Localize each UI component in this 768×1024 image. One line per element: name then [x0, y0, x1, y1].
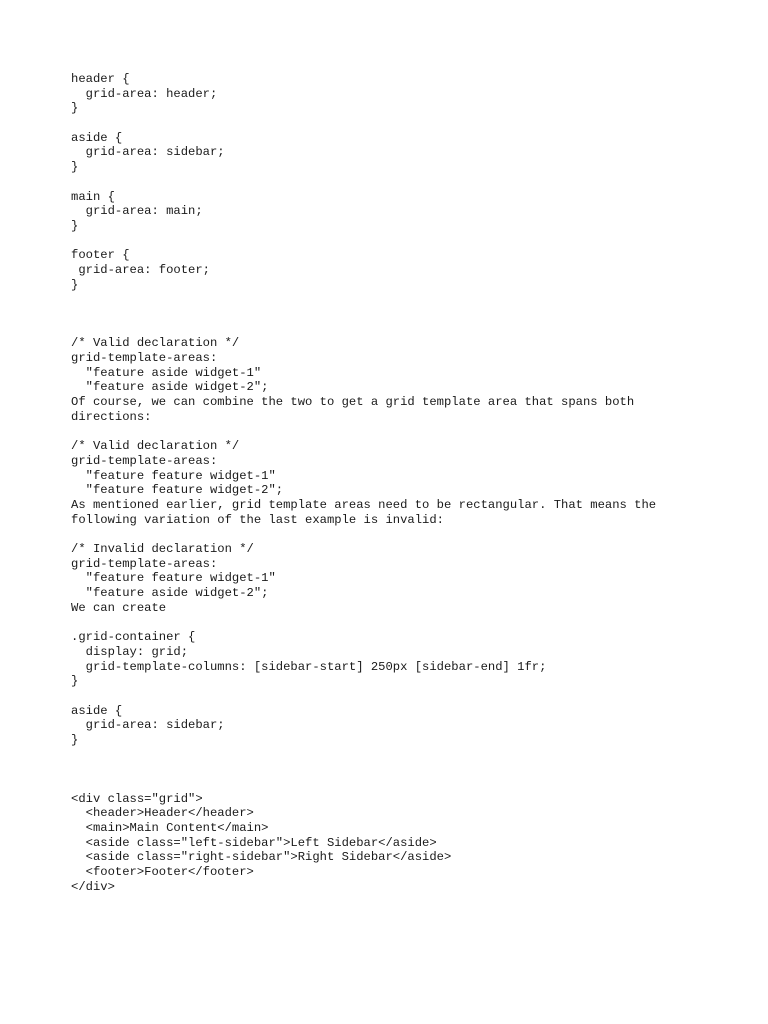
document-line: following variation of the last example is invalid: — [71, 512, 444, 527]
document-line: } — [71, 218, 79, 233]
document-line: /* Valid declaration */ — [71, 439, 240, 454]
document-line: We can create — [71, 600, 167, 615]
document-line: display: grid; — [71, 644, 189, 659]
document-line: "feature aside widget-1" — [71, 365, 262, 380]
document-line — [71, 689, 751, 704]
document-line: grid-area: sidebar; — [71, 145, 225, 160]
document-line: "feature aside widget-2"; — [71, 586, 269, 601]
document-line: <header>Header</header> — [71, 806, 254, 821]
document-line — [71, 307, 751, 322]
document-line: grid-area: header; — [71, 86, 218, 101]
document-line — [71, 234, 751, 249]
document-line: } — [71, 160, 79, 175]
document-line: } — [71, 732, 79, 747]
document-line — [71, 615, 751, 630]
document-line: grid-template-areas: — [71, 351, 218, 366]
document-line: } — [71, 674, 79, 689]
document-line: "feature feature widget-2"; — [71, 483, 284, 498]
document-line: </div> — [71, 879, 115, 894]
document-line: <aside class="right-sidebar">Right Sidebar</aside> — [71, 850, 452, 865]
document-line: grid-area: sidebar; — [71, 718, 225, 733]
document-line: <div class="grid"> — [71, 791, 203, 806]
document-line: "feature feature widget-1" — [71, 468, 276, 483]
document-line — [71, 292, 751, 307]
document-line: aside { — [71, 703, 123, 718]
document-line — [71, 777, 751, 792]
document-line: Of course, we can combine the two to get a grid template area that spans both — [71, 395, 635, 410]
document-line: header { — [71, 72, 130, 86]
document-line: grid-template-areas: — [71, 453, 218, 468]
document-line: "feature aside widget-2"; — [71, 380, 269, 395]
document-line: aside { — [71, 130, 123, 145]
document-line: <footer>Footer</footer> — [71, 865, 254, 880]
document-line: "feature feature widget-1" — [71, 571, 276, 586]
document-line: .grid-container { — [71, 630, 196, 645]
document-line: /* Valid declaration */ — [71, 336, 240, 351]
document-line — [71, 748, 751, 763]
document-line: } — [71, 101, 79, 116]
document-line: main { — [71, 189, 115, 204]
document-line: <aside class="left-sidebar">Left Sidebar</aside> — [71, 835, 437, 850]
document-line: grid-template-columns: [sidebar-start] 250px [sidebar-end] 1fr; — [71, 659, 547, 674]
document-line: footer { — [71, 248, 130, 263]
document-line: directions: — [71, 409, 152, 424]
document-line — [71, 425, 751, 440]
document-line — [71, 116, 751, 131]
document-line: /* Invalid declaration */ — [71, 542, 254, 556]
document-line: grid-area: footer; — [71, 262, 210, 277]
document-line: grid-area: main; — [71, 204, 203, 219]
document-line — [71, 762, 751, 777]
document-line — [71, 322, 751, 337]
document-line: } — [71, 277, 79, 292]
document-line — [71, 175, 751, 190]
document-line — [71, 527, 751, 542]
document-page — [71, 72, 751, 895]
document-line: <main>Main Content</main> — [71, 821, 269, 836]
document-line: grid-template-areas: — [71, 556, 218, 571]
document-line: As mentioned earlier, grid template areas need to be rectangular. That means the — [71, 497, 657, 512]
